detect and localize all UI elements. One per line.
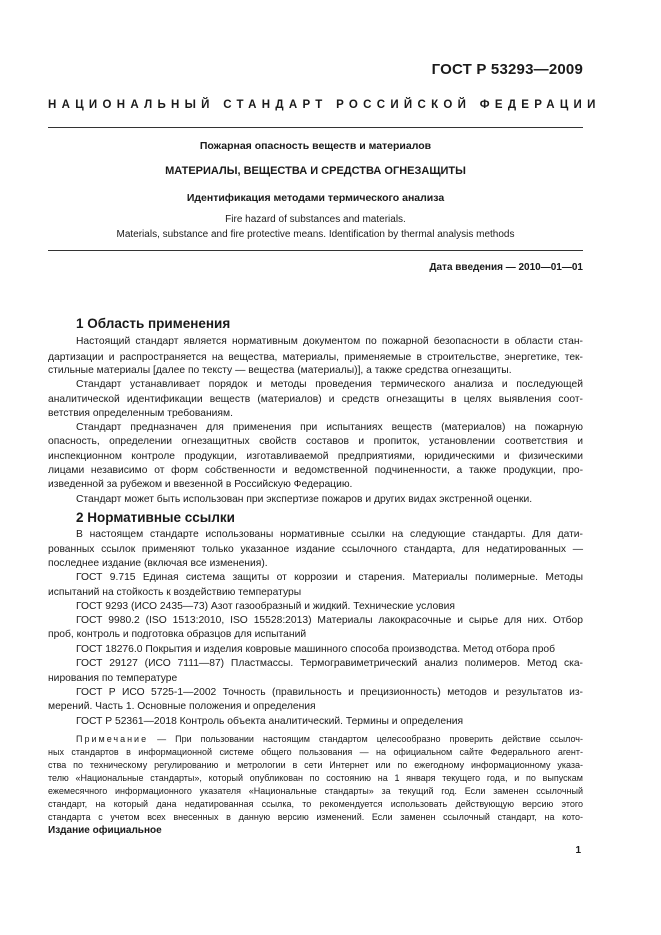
- reference-entry: ГОСТ Р ИСО 5725-1—2002 Точность (правильность и прецизионность) методов и результатов из-: [76, 687, 583, 698]
- divider-top: [48, 127, 583, 128]
- reference-entry: нирования по температуре: [48, 673, 178, 684]
- note-line: телю «Национальные стандарты», который опубликован по состоянию на 1 января текущего года, и по выпускам: [48, 773, 583, 783]
- note-line: ных стандартов в информационной системе общего пользования — на официальном сайте Федерального агент-: [48, 747, 583, 757]
- introduction-date: Дата введения — 2010—01—01: [429, 262, 583, 273]
- title-line-1: Пожарная опасность веществ и материалов: [199, 140, 432, 152]
- reference-entry: ГОСТ 18276.0 Покрытия и изделия ковровые машинного способа производства. Метод отбора проб: [76, 644, 556, 655]
- note-line: ежемесячного информационного указателя «Национальные стандарты» за текущий год. Если заменен ссылочный: [48, 786, 583, 796]
- title-line-3: Идентификация методами термического анализа: [186, 192, 445, 204]
- reference-entry: ГОСТ 9.715 Единая система защиты от коррозии и старения. Материалы полимерные. Методы: [76, 572, 583, 583]
- note-line: стандарта с учетом всех внесенных в данную версию изменений. Если заменен ссылочный стандарт, на кото-: [48, 812, 583, 822]
- divider-middle: [48, 250, 583, 251]
- reference-entry: ГОСТ Р 52361—2018 Контроль объекта аналитический. Термины и определения: [76, 716, 464, 727]
- section-1-line: аналитической идентификации веществ (материалов) и средств огнезащиты в целях выявления соот-: [48, 394, 583, 405]
- note-line: ства по техническому регулированию и метрологии в сети Интернет или по ежегодному информационному указа-: [48, 760, 583, 770]
- note-line: [76, 735, 583, 744]
- section-2-line: рованных ссылок применяют только указанное издание ссылочного стандарта, для недатированных —: [48, 544, 583, 555]
- section-1-line: лицами независимо от форм собственности и ведомственной подчиненности, а также продукции, про-: [48, 465, 583, 476]
- reference-entry: мерений. Часть 1. Основные положения и определения: [48, 701, 316, 712]
- section-1-line: Стандарт устанавливает порядок и методы проведения термического анализа и последующей: [76, 379, 583, 390]
- reference-entry: проб, контроль и подготовка образцов для испытаний: [48, 629, 307, 640]
- section-1-line: стильные материалы [далее по тексту — вещества (материалы)], а также средства огнезащиты.: [48, 365, 512, 376]
- note-text: — При пользовании настоящим стандартом целесообразно проверить действие ссылоч-: [148, 734, 583, 744]
- reference-entry: ГОСТ 9980.2 (ISO 1513:2010, ISO 15528:2013) Материалы лакокрасочные и сырье для них. Отбор: [76, 615, 583, 626]
- section-1-line: инспекционном контроле продукции, изготавливаемой предприятиями, юридическими и физическими: [48, 451, 583, 462]
- section-1-line: дартизации и распространяется на вещества, материалы, применяемые в строительстве, энергетике, тек-: [48, 352, 583, 363]
- section-1-line: опасность, определении огнезащитных свойств составов и пропиток, установлении соответствия и: [48, 436, 583, 447]
- title-english-2: Materials, substance and fire protective means. Identification by thermal analysis methods: [116, 229, 515, 240]
- title-english-1: Fire hazard of substances and materials.: [225, 214, 406, 225]
- note-label: Примечание: [76, 734, 149, 744]
- section-1-line: изведенной за рубежом и ввезенной в Российскую Федерацию.: [48, 479, 353, 490]
- section-1-line: Настоящий стандарт является нормативным документом по пожарной безопасности в области стан-: [76, 336, 583, 347]
- section-1-line: Стандарт предназначен для применения при испытаниях веществ (материалов) на пожарную: [76, 422, 583, 433]
- section-1-line: Стандарт может быть использован при экспертизе пожаров и других видах экстренной оценки.: [76, 494, 533, 505]
- section-2-line: последнее издание (включая все изменения).: [48, 558, 268, 569]
- section-2-line: В настоящем стандарте использованы нормативные ссылки на следующие стандарты. Для дати-: [76, 529, 583, 540]
- national-standard-banner: НАЦИОНАЛЬНЫЙ СТАНДАРТ РОССИЙСКОЙ ФЕДЕРАЦИИ: [48, 99, 601, 111]
- reference-entry: ГОСТ 29127 (ИСО 7111—87) Пластмассы. Термогравиметрический анализ полимеров. Метод ска-: [76, 658, 583, 669]
- page-number: 1: [575, 845, 581, 856]
- title-line-2: МАТЕРИАЛЫ, ВЕЩЕСТВА И СРЕДСТВА ОГНЕЗАЩИТЫ: [165, 165, 466, 177]
- section-1-heading: 1 Область применения: [76, 316, 231, 331]
- note-line: стандарт, на который дана недатированная ссылка, то рекомендуется использовать действующую версию этого: [48, 799, 583, 809]
- official-edition-label: Издание официальное: [48, 825, 162, 836]
- section-2-heading: 2 Нормативные ссылки: [76, 510, 235, 525]
- reference-entry: ГОСТ 9293 (ИСО 2435—73) Азот газообразный и жидкий. Технические условия: [76, 601, 455, 612]
- reference-entry: испытаний на стойкость к воздействию температуры: [48, 587, 302, 598]
- standard-code: ГОСТ Р 53293—2009: [431, 61, 583, 78]
- section-1-line: ветствия определенным требованиям.: [48, 408, 233, 419]
